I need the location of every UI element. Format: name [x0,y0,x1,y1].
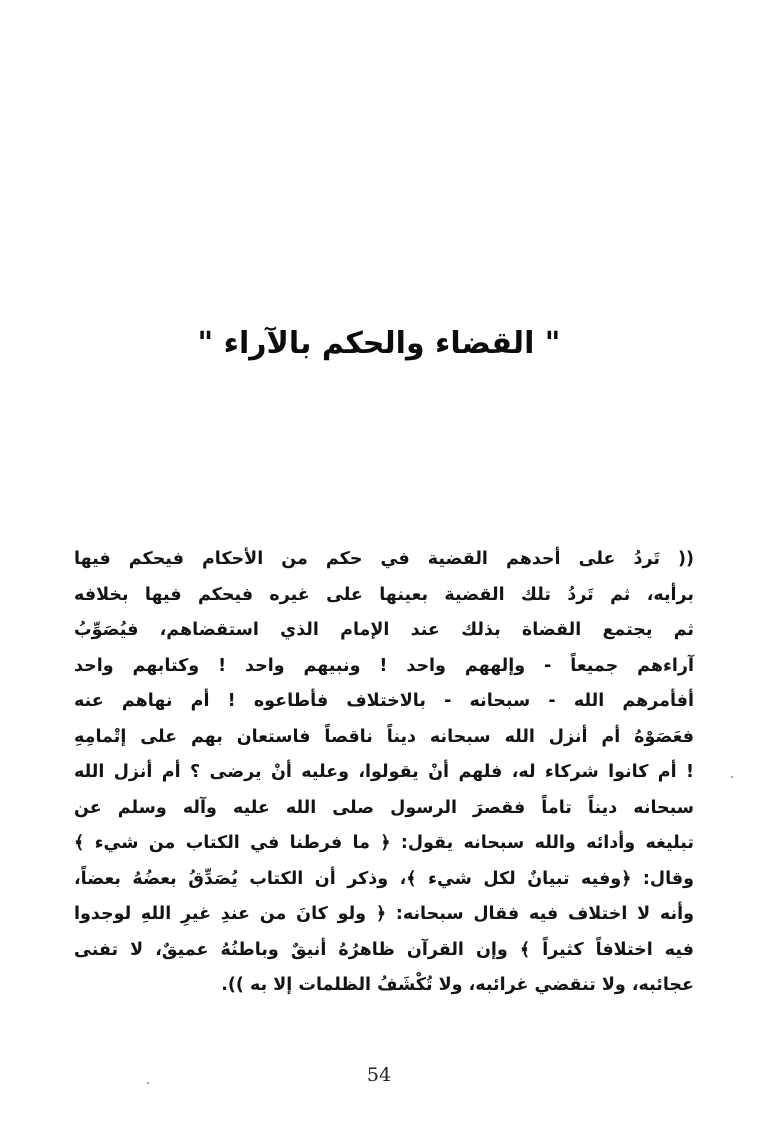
body-line: أفأمرهم الله - سبحانه - بالاختلاف فأطاعوه ! أم نهاهم عنه [74,691,694,711]
body-line: سبحانه ديناً تاماً فقصرَ الرسول صلى الله عليه وآله وسلم عن [74,797,694,818]
body-line: فيه اختلافاً كثيراً ﴾ وإن القرآن ظاهرُهُ أنيقٌ وباطنُهُ عميقٌ، لا تفنى [74,939,694,960]
body-line: ثم يجتمع القضاة بذلك عند الإمام الذي استقضاهم، فيُصَوِّبُ [74,620,694,640]
body-line: عجائبه، ولا تنقضي غرائبه، ولا تُكْشَفُ الظلمات إلا به )). [221,975,694,995]
body-line: برأيه، ثم تَردُ تلك القضية بعينها على غيره فيحكم فيها بخلافه [74,584,694,605]
body-line: تبليغه وأدائه والله سبحانه يقول: ﴿ ما فرطنا في الكتاب من شيء ﴾ [74,833,694,853]
body-line: آراءهم جميعاً - وإلههم واحد ! ونبيهم واحد ! وكتابهم واحد [74,655,694,676]
body-line: ! أم كانوا شركاء له، فلهم أنْ يقولوا، وعليه أنْ يرضى ؟ أم أنزل الله [74,762,694,782]
page-number: 54 [366,1064,392,1086]
chapter-title: " القضاء والحكم بالآراء " [197,326,561,361]
body-line: وأنه لا اختلاف فيه فقال سبحانه: ﴿ ولو كانَ من عندِ غيرِ اللهِ لوجدوا [74,904,694,924]
scan-speck [147,1082,149,1084]
body-line: وقال: ﴿وفيه تبيانٌ لكل شيء ﴾، وذكر أن الكتاب يُصَدِّقُ بعضُهُ بعضاً، [74,868,694,889]
scan-speck [731,776,733,778]
body-line: فعَصَوْهُ أم أنزل الله سبحانه ديناً ناقصاً فاستعان بهم على إتْمامِهِ [74,726,694,747]
body-paragraph [74,542,694,1004]
body-line: (( تَردُ على أحدهم القضية في حكم من الأحكام فيحكم فيها [74,549,694,569]
